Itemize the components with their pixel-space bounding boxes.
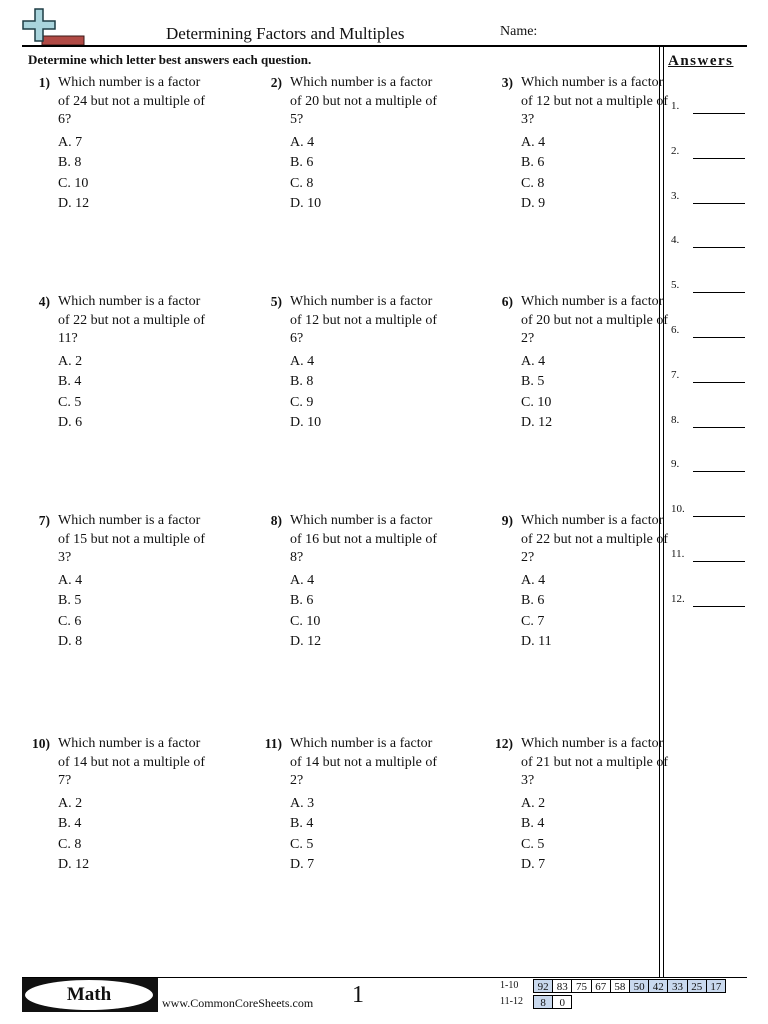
answer-number: 8. — [671, 413, 680, 426]
answer-options — [58, 134, 208, 215]
question-text: Which number is a factor of 12 but not a multiple of 6? — [290, 294, 437, 346]
question — [483, 74, 693, 214]
question-number: 9) — [501, 513, 513, 528]
question — [252, 512, 462, 652]
answer-option[interactable]: C. 10 — [521, 394, 552, 410]
answer-options — [290, 353, 440, 434]
answer-option[interactable]: D. 11 — [521, 633, 552, 649]
answer-option[interactable]: B. 6 — [521, 155, 545, 171]
answer-number: 11. — [671, 548, 685, 560]
question-text: Which number is a factor of 15 but not a multiple of 3? — [58, 513, 205, 565]
answer-options — [58, 353, 208, 434]
answer-option[interactable]: C. 9 — [290, 394, 314, 410]
score-cell: 42 — [648, 979, 668, 993]
question — [20, 735, 230, 875]
answer-options — [290, 572, 440, 653]
answer-option[interactable]: D. 8 — [58, 633, 83, 649]
answer-option[interactable]: A. 4 — [290, 135, 315, 150]
answer-options — [521, 134, 671, 215]
answer-blank-line[interactable] — [693, 113, 745, 114]
question-text: Which number is a factor of 14 but not a multiple of 7? — [58, 736, 205, 788]
question — [252, 74, 462, 214]
answer-option[interactable]: A. 2 — [58, 796, 83, 811]
question-text: Which number is a factor of 22 but not a multiple of 2? — [521, 513, 668, 565]
answer-number: 1. — [671, 100, 680, 112]
answer-option[interactable]: B. 6 — [521, 593, 545, 609]
question-number: 10) — [32, 736, 50, 751]
answer-option[interactable]: D. 9 — [521, 195, 546, 211]
score-cell: 75 — [571, 979, 591, 993]
answer-blank-line[interactable] — [693, 292, 745, 293]
answer-blank-line[interactable] — [693, 247, 745, 248]
answer-option[interactable]: B. 5 — [58, 593, 82, 609]
page-number: 1 — [352, 982, 364, 1008]
score-cell: 0 — [552, 995, 572, 1009]
question-text: Which number is a factor of 24 but not a multiple of 6? — [58, 75, 205, 127]
question-number: 4) — [38, 294, 50, 309]
question-number: 6) — [501, 294, 513, 309]
worksheet-title: Determining Factors and Multiples — [166, 24, 405, 43]
answer-blank-line[interactable] — [693, 471, 745, 472]
score-cell: 67 — [591, 979, 611, 993]
answer-option[interactable]: C. 7 — [521, 613, 545, 629]
answer-blank-line[interactable] — [693, 203, 745, 204]
answer-option[interactable]: B. 6 — [290, 593, 314, 609]
score-cell: 83 — [552, 979, 572, 993]
question — [20, 74, 230, 214]
score-cell: 92 — [533, 979, 553, 993]
question-number: 12) — [495, 736, 513, 751]
answer-option[interactable]: B. 8 — [290, 374, 314, 390]
answer-option[interactable]: D. 12 — [290, 633, 322, 649]
answer-option[interactable]: B. 4 — [58, 374, 82, 390]
answer-option[interactable]: B. 8 — [58, 155, 82, 171]
plus-sign-icon — [22, 7, 86, 47]
question-number: 3) — [501, 75, 513, 90]
answer-slot[interactable] — [671, 234, 747, 254]
score-cell: 17 — [706, 979, 726, 993]
answer-option[interactable]: B. 5 — [521, 374, 545, 390]
answer-option[interactable]: D. 7 — [521, 856, 546, 872]
question-text: Which number is a factor of 16 but not a multiple of 8? — [290, 513, 437, 565]
answer-blank-line[interactable] — [693, 382, 745, 383]
answer-option[interactable]: C. 6 — [58, 613, 82, 629]
answer-option[interactable]: D. 12 — [58, 856, 90, 872]
answer-blank-line[interactable] — [693, 516, 745, 517]
answer-option[interactable]: D. 10 — [290, 414, 322, 430]
score-cell: 33 — [667, 979, 687, 993]
answer-number: 5. — [671, 279, 680, 292]
answer-option[interactable]: A. 4 — [58, 573, 83, 588]
answer-option[interactable]: A. 3 — [290, 796, 315, 811]
answer-option[interactable]: A. 2 — [58, 354, 83, 369]
question-number: 8) — [270, 513, 282, 528]
answer-number: 10. — [671, 503, 685, 516]
question-text: Which number is a factor of 14 but not a multiple of 2? — [290, 736, 437, 788]
answer-number: 12. — [671, 592, 685, 605]
question-number: 2) — [270, 75, 282, 90]
score-row-label: 1-10 — [500, 980, 519, 991]
answer-option[interactable]: D. 10 — [290, 195, 322, 211]
answer-option[interactable]: C. 5 — [58, 394, 82, 410]
answer-option[interactable]: C. 10 — [58, 175, 89, 191]
question — [483, 512, 693, 652]
answer-option[interactable]: D. 12 — [58, 195, 90, 211]
answer-option[interactable]: C. 8 — [58, 836, 82, 852]
answer-options — [58, 572, 208, 653]
answer-options — [290, 795, 440, 876]
question — [483, 293, 693, 433]
answer-option[interactable]: B. 4 — [521, 816, 545, 832]
answer-option[interactable]: C. 5 — [290, 836, 314, 852]
header-rule — [22, 45, 747, 47]
answer-option[interactable]: A. 7 — [58, 135, 83, 150]
answer-number: 9. — [671, 458, 680, 471]
answers-title: Answers — [668, 53, 734, 69]
answer-option[interactable]: A. 2 — [521, 796, 546, 811]
answer-options — [521, 572, 671, 653]
answer-number: 4. — [671, 234, 680, 247]
answer-slot[interactable] — [671, 458, 747, 478]
answer-option[interactable]: C. 8 — [290, 175, 314, 191]
score-cell: 50 — [629, 979, 649, 993]
question — [20, 293, 230, 433]
footer-url[interactable]: www.CommonCoreSheets.com — [162, 996, 314, 1010]
question — [252, 735, 462, 875]
answer-options — [521, 353, 671, 434]
answer-option[interactable]: A. 4 — [521, 135, 546, 150]
score-cell: 25 — [687, 979, 707, 993]
answer-option[interactable]: B. 4 — [58, 816, 82, 832]
answer-number: 2. — [671, 144, 680, 157]
question-number: 1) — [38, 75, 50, 90]
question — [483, 735, 693, 875]
question-text: Which number is a factor of 21 but not a multiple of 3? — [521, 736, 668, 788]
answer-option[interactable]: A. 4 — [290, 573, 315, 588]
score-cell: 58 — [610, 979, 630, 993]
score-cell: 8 — [533, 995, 553, 1009]
answer-blank-line[interactable] — [693, 606, 745, 607]
name-label: Name: — [500, 24, 538, 39]
answer-option[interactable]: A. 4 — [521, 354, 546, 369]
answer-number: 6. — [671, 324, 680, 336]
answer-option[interactable]: A. 4 — [521, 573, 546, 588]
question-text: Which number is a factor of 20 but not a multiple of 2? — [521, 294, 668, 346]
answer-option[interactable]: A. 4 — [290, 354, 315, 369]
footer-brand: Math — [25, 980, 153, 1010]
question-text: Which number is a factor of 12 but not a multiple of 3? — [521, 75, 668, 127]
answer-number: 3. — [671, 189, 680, 202]
question-number: 7) — [38, 513, 50, 528]
question — [20, 512, 230, 652]
answer-option[interactable]: D. 7 — [290, 856, 315, 872]
instructions: Determine which letter best answers each question. — [28, 52, 312, 67]
question-text: Which number is a factor of 20 but not a multiple of 5? — [290, 75, 437, 127]
score-row-label: 11-12 — [500, 996, 523, 1007]
answer-option[interactable]: B. 4 — [290, 816, 314, 832]
answer-option[interactable]: B. 6 — [290, 155, 314, 171]
question-number: 5) — [270, 294, 282, 309]
answer-option[interactable]: D. 12 — [521, 414, 553, 430]
answer-option[interactable]: C. 8 — [521, 175, 545, 191]
question-number: 11) — [264, 736, 282, 751]
answer-blank-line[interactable] — [693, 337, 745, 338]
answer-options — [290, 134, 440, 215]
answer-options — [58, 795, 208, 876]
answer-option[interactable]: C. 10 — [290, 613, 321, 629]
question-text: Which number is a factor of 22 but not a multiple of 11? — [58, 294, 205, 346]
answer-option[interactable]: C. 5 — [521, 836, 545, 852]
answer-number: 7. — [671, 368, 680, 381]
answer-blank-line[interactable] — [693, 427, 745, 428]
answer-blank-line[interactable] — [693, 158, 745, 159]
question — [252, 293, 462, 433]
answer-option[interactable]: D. 6 — [58, 414, 83, 430]
answer-options — [521, 795, 671, 876]
answer-blank-line[interactable] — [693, 561, 745, 562]
